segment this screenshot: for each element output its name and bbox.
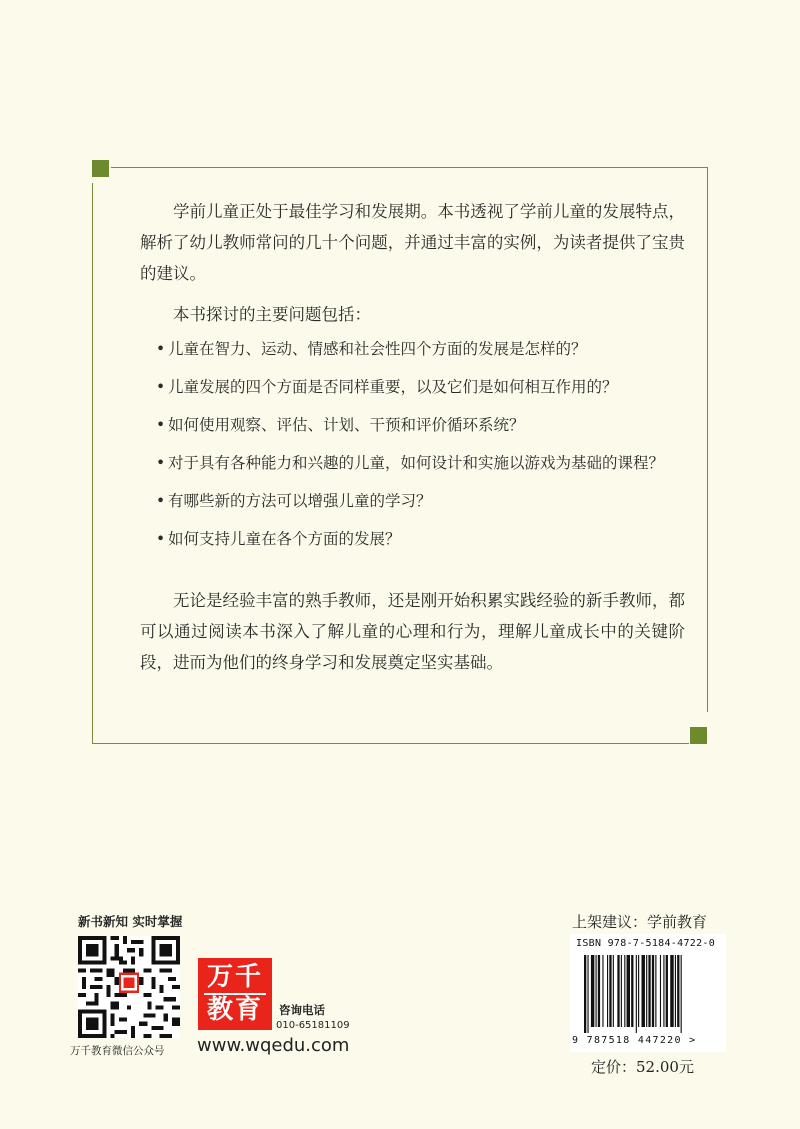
question-item — [156, 334, 685, 365]
frame-bottom-line — [92, 743, 689, 744]
barcode-bar — [663, 955, 664, 1027]
closing-paragraph: 无论是经验丰富的熟手教师，还是刚开始积累实践经验的新手教师，都可以通过阅读本书深入了解儿童的心理和行为，理解儿童成长中的关键阶段，进而为他们的终身学习和发展奠定坚实基础。 — [140, 591, 685, 672]
question-item — [156, 448, 685, 479]
barcode-bar — [660, 955, 661, 1027]
book-price: 定价：52.00元 — [591, 1058, 694, 1076]
barcode-bar — [670, 955, 673, 1027]
question-item — [156, 410, 685, 441]
corner-square-top-left — [92, 160, 109, 177]
publisher-website: www.wqedu.com — [197, 1035, 350, 1056]
barcode-bar — [675, 955, 676, 1027]
bullet-icon: • — [156, 378, 166, 396]
logo-line-2: 教育 — [206, 995, 263, 1025]
barcode-bar — [636, 955, 637, 1033]
contact-label: 咨询电话 — [279, 1003, 325, 1017]
barcode-bar — [627, 955, 630, 1027]
barcode-bar — [613, 955, 614, 1027]
barcode-bar — [596, 955, 597, 1027]
barcode-bar — [655, 955, 656, 1027]
bullet-icon: • — [156, 492, 166, 510]
barcode-bar — [624, 955, 625, 1027]
barcode-bar — [591, 955, 594, 1027]
bullet-icon: • — [156, 530, 166, 548]
question-item — [156, 524, 685, 555]
barcode-bar — [677, 955, 679, 1027]
barcode-bar — [681, 955, 682, 1033]
blurb-content — [140, 196, 685, 678]
barcode-bar — [646, 955, 647, 1027]
question-text: 儿童发展的四个方面是否同样重要，以及它们是如何相互作用的？ — [168, 378, 618, 396]
shelf-category: 上架建议：学前教育 — [572, 913, 708, 931]
barcode-bar — [598, 955, 600, 1027]
publisher-logo — [198, 958, 272, 1030]
frame-top-line — [111, 167, 708, 168]
question-text: 对于具有各种能力和兴趣的儿童，如何设计和实施以游戏为基础的课程？ — [168, 454, 665, 472]
intro-paragraph: 学前儿童正处于最佳学习和发展期。本书透视了学前儿童的发展特点，解析了幼儿教师常问的几十个问题，并通过丰富的实例，为读者提供了宝贵的建议。 — [140, 202, 685, 283]
barcode-icon — [584, 955, 716, 1033]
isbn-number: ISBN 978-7-5184-4722-0 — [576, 938, 716, 949]
barcode-bar — [631, 955, 633, 1027]
barcode-bar — [609, 955, 611, 1027]
question-item — [156, 372, 685, 403]
qr-caption: 万千教育微信公众号 — [70, 1045, 165, 1057]
barcode-bar — [621, 955, 622, 1027]
bullet-icon: • — [156, 340, 166, 358]
barcode-bar — [587, 955, 588, 1033]
contact-phone: 010-65181109 — [276, 1020, 350, 1031]
logo-line-1: 万千 — [206, 962, 263, 992]
frame-right-line — [707, 167, 708, 712]
bullet-icon: • — [156, 454, 166, 472]
barcode-bar — [648, 955, 650, 1027]
corner-square-bottom-right — [690, 727, 707, 744]
ean-digits: 9 787518 447220 > — [572, 1035, 697, 1046]
question-text: 有哪些新的方法可以增强儿童的学习？ — [168, 492, 432, 510]
barcode-bar — [607, 955, 608, 1027]
question-text: 儿童在智力、运动、情感和社会性四个方面的发展是怎样的？ — [168, 340, 587, 358]
question-text: 如何支持儿童在各个方面的发展？ — [168, 530, 401, 548]
questions-heading: 本书探讨的主要问题包括： — [173, 305, 371, 324]
frame-left-line — [92, 183, 93, 744]
question-text: 如何使用观察、评估、计划、干预和评价循环系统？ — [168, 416, 525, 434]
barcode-bar — [584, 955, 586, 1033]
bullet-icon: • — [156, 416, 166, 434]
barcode-bar — [642, 955, 645, 1027]
promo-title: 新书新知 实时掌握 — [78, 914, 183, 929]
barcode-bar — [652, 955, 654, 1027]
barcode-bar — [638, 955, 639, 1027]
barcode-bar — [602, 955, 603, 1027]
barcode-bar — [617, 955, 619, 1027]
barcode-bar — [666, 955, 668, 1027]
question-item — [156, 486, 685, 517]
qr-code-icon — [78, 936, 180, 1038]
questions-list — [140, 334, 685, 555]
